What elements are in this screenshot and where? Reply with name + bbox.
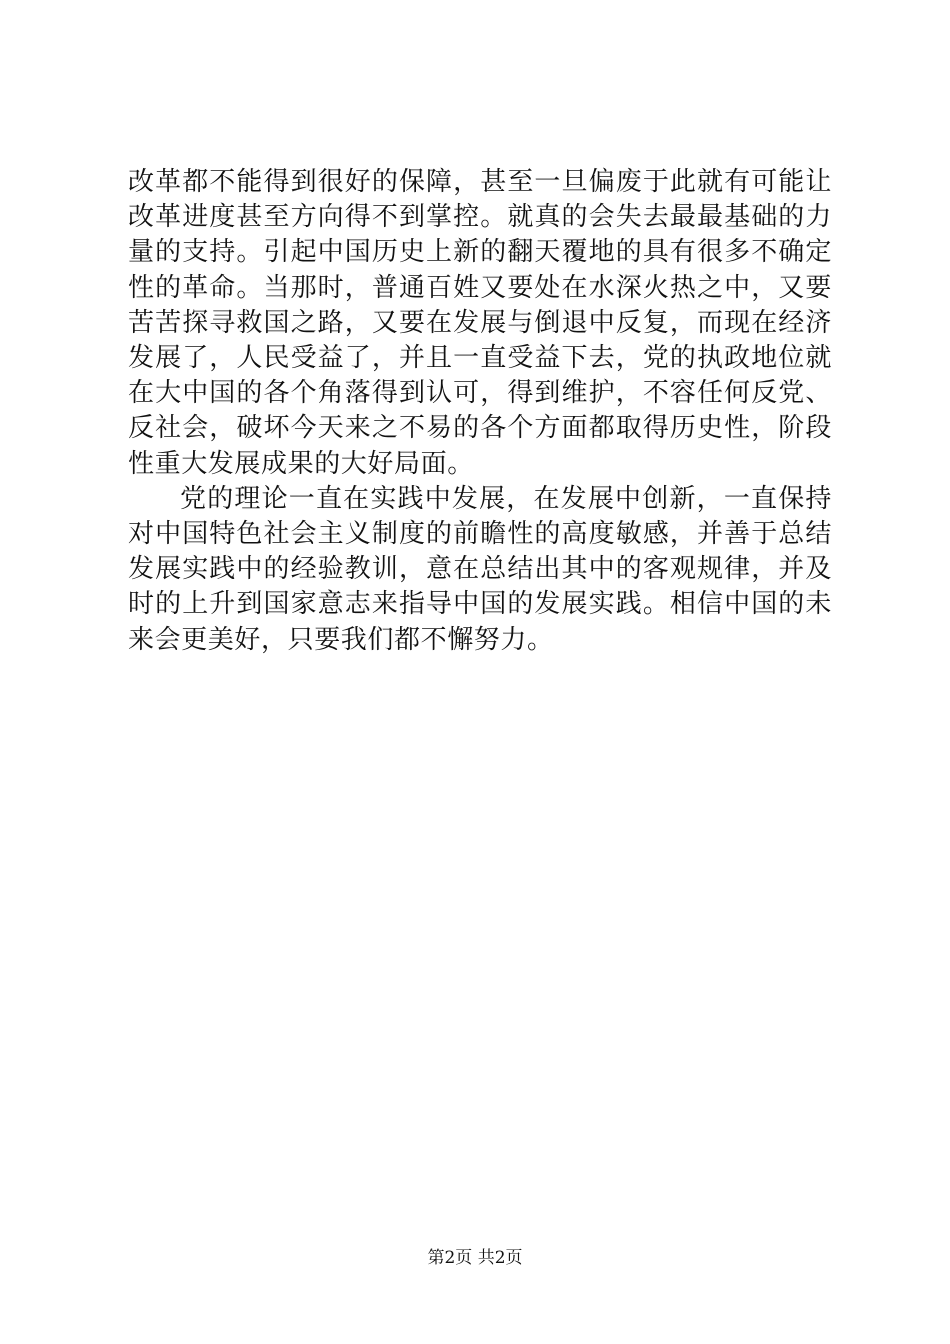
paragraph-continuation: 改革都不能得到很好的保障，甚至一旦偏废于此就有可能让改革进度甚至方向得不到掌控。就真的会失去最最基础的力量的支持。引起中国历史上新的翻天覆地的具有很多不确定性的革命。当那时，普通百姓又要处在水深火热之中，又要苦苦探寻救国之路，又要在发展与倒退中反复，而现在经济发展了，人民受益了，并且一直受益下去，党的执政地位就在大中国的各个角落得到认可，得到维护，不容任何反党、反社会，破坏今天来之不易的各个方面都取得历史性，阶段性重大发展成果的大好局面。 (128, 167, 832, 479)
page-number-footer: 第2页 共2页 (427, 1248, 523, 1268)
paragraph-conclusion: 党的理论一直在实践中发展，在发展中创新，一直保持对中国特色社会主义制度的前瞻性的高度敏感，并善于总结发展实践中的经验教训，意在总结出其中的客观规律，并及时的上升到国家意志来指导中国的发展实践。相信中国的未来会更美好，只要我们都不懈努力。 (128, 483, 832, 655)
document-body (128, 165, 832, 658)
